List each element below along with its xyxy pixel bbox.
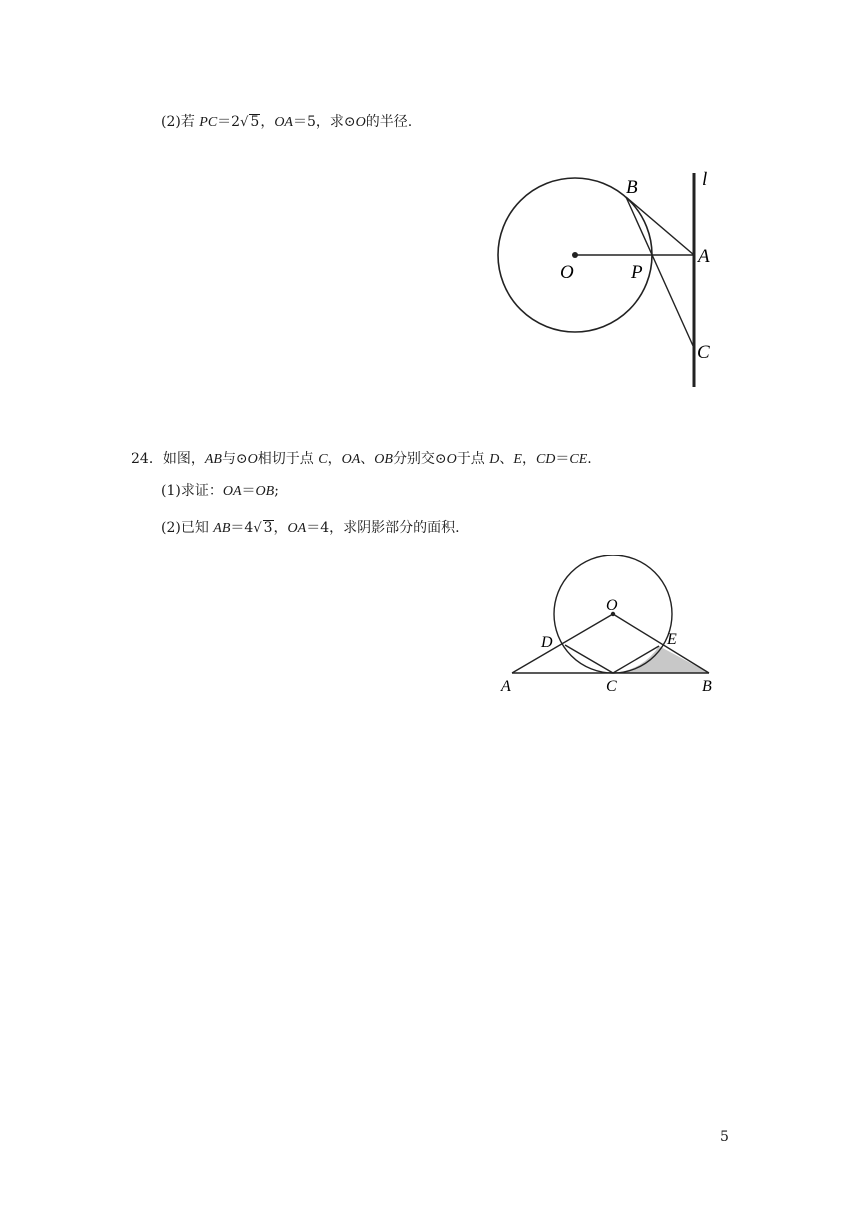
center-point-o — [572, 252, 578, 258]
label-o: O — [606, 597, 618, 614]
q23-part2-text — [161, 112, 412, 133]
q24-part1-ob: OB — [255, 484, 275, 499]
q24-part2-text: ＝4 — [230, 520, 254, 536]
label-o: O — [560, 262, 574, 283]
q24-text: 相切于点 — [257, 451, 319, 467]
q24-part2-ab: AB — [213, 521, 231, 536]
q23-sqrt-value: 5 — [250, 114, 260, 130]
q23-suffix: 的半径. — [365, 114, 413, 130]
label-b: B — [626, 177, 638, 198]
q24-c: C — [318, 452, 328, 467]
q24-text: . — [587, 451, 592, 467]
q24-cd: CD — [535, 452, 556, 467]
q23-figure — [490, 165, 730, 401]
q24-part2-text: ， — [273, 520, 288, 536]
segment-ba — [626, 197, 694, 255]
shaded-region — [613, 646, 709, 673]
q23-oa-label: OA — [274, 115, 293, 130]
q23-part2-prefix: (2)若 — [161, 114, 200, 130]
q24-text: ＝ — [555, 451, 570, 467]
q23-eq2: ＝5，求⊙ — [292, 114, 356, 130]
q24-text: 、 — [360, 451, 375, 467]
q24-text: ， — [327, 451, 342, 467]
q23-figure-svg — [490, 165, 730, 397]
label-l: l — [702, 169, 708, 190]
q24-part1-text: ; — [274, 483, 279, 499]
q24-part1-text: (1)求证： — [161, 483, 223, 499]
q24-part2-oa: OA — [287, 521, 307, 536]
q24-e: E — [513, 452, 522, 467]
label-c: C — [606, 678, 617, 695]
q24-o: O — [247, 452, 258, 467]
q24-oa: OA — [341, 452, 361, 467]
label-b: B — [702, 678, 712, 695]
q24-o: O — [446, 452, 457, 467]
q24-ce: CE — [569, 452, 588, 467]
q24-part1 — [161, 481, 279, 502]
q24-text: ， — [521, 451, 536, 467]
q23-o-label: O — [355, 115, 366, 130]
label-a: A — [698, 246, 710, 267]
q24-stem — [131, 449, 592, 470]
q24-ab: AB — [204, 452, 222, 467]
q24-sqrt-value: 3 — [263, 520, 273, 536]
q24-part2-text: (2)已知 — [161, 520, 214, 536]
q24-figure-svg — [495, 555, 725, 700]
label-p: P — [631, 262, 643, 283]
page-number: 5 — [720, 1129, 729, 1145]
q24-figure — [495, 555, 725, 704]
q23-eq1: ＝2 — [217, 114, 241, 130]
q24-number: 24． — [131, 451, 163, 467]
q24-text: 与⊙ — [221, 451, 248, 467]
label-a: A — [501, 678, 511, 695]
sqrt-symbol: √ — [253, 521, 262, 536]
label-c: C — [697, 342, 710, 363]
q23-pc-label: PC — [199, 115, 218, 130]
label-e: E — [667, 631, 677, 648]
q24-text: 、 — [499, 451, 514, 467]
segment-dc — [565, 645, 613, 673]
q24-part2-text: ＝4，求阴影部分的面积. — [306, 520, 460, 536]
q24-ob: OB — [374, 452, 393, 467]
q24-d: D — [489, 452, 500, 467]
q23-sep1: ， — [260, 114, 275, 130]
q24-text: 如图， — [162, 451, 205, 467]
sqrt-symbol: √ — [240, 115, 249, 130]
q24-part1-oa: OA — [222, 484, 242, 499]
q24-part1-text: ＝ — [241, 483, 256, 499]
label-d: D — [541, 634, 553, 651]
q24-text: 分别交⊙ — [392, 451, 447, 467]
q24-text: 于点 — [456, 451, 490, 467]
q24-part2 — [161, 518, 460, 539]
